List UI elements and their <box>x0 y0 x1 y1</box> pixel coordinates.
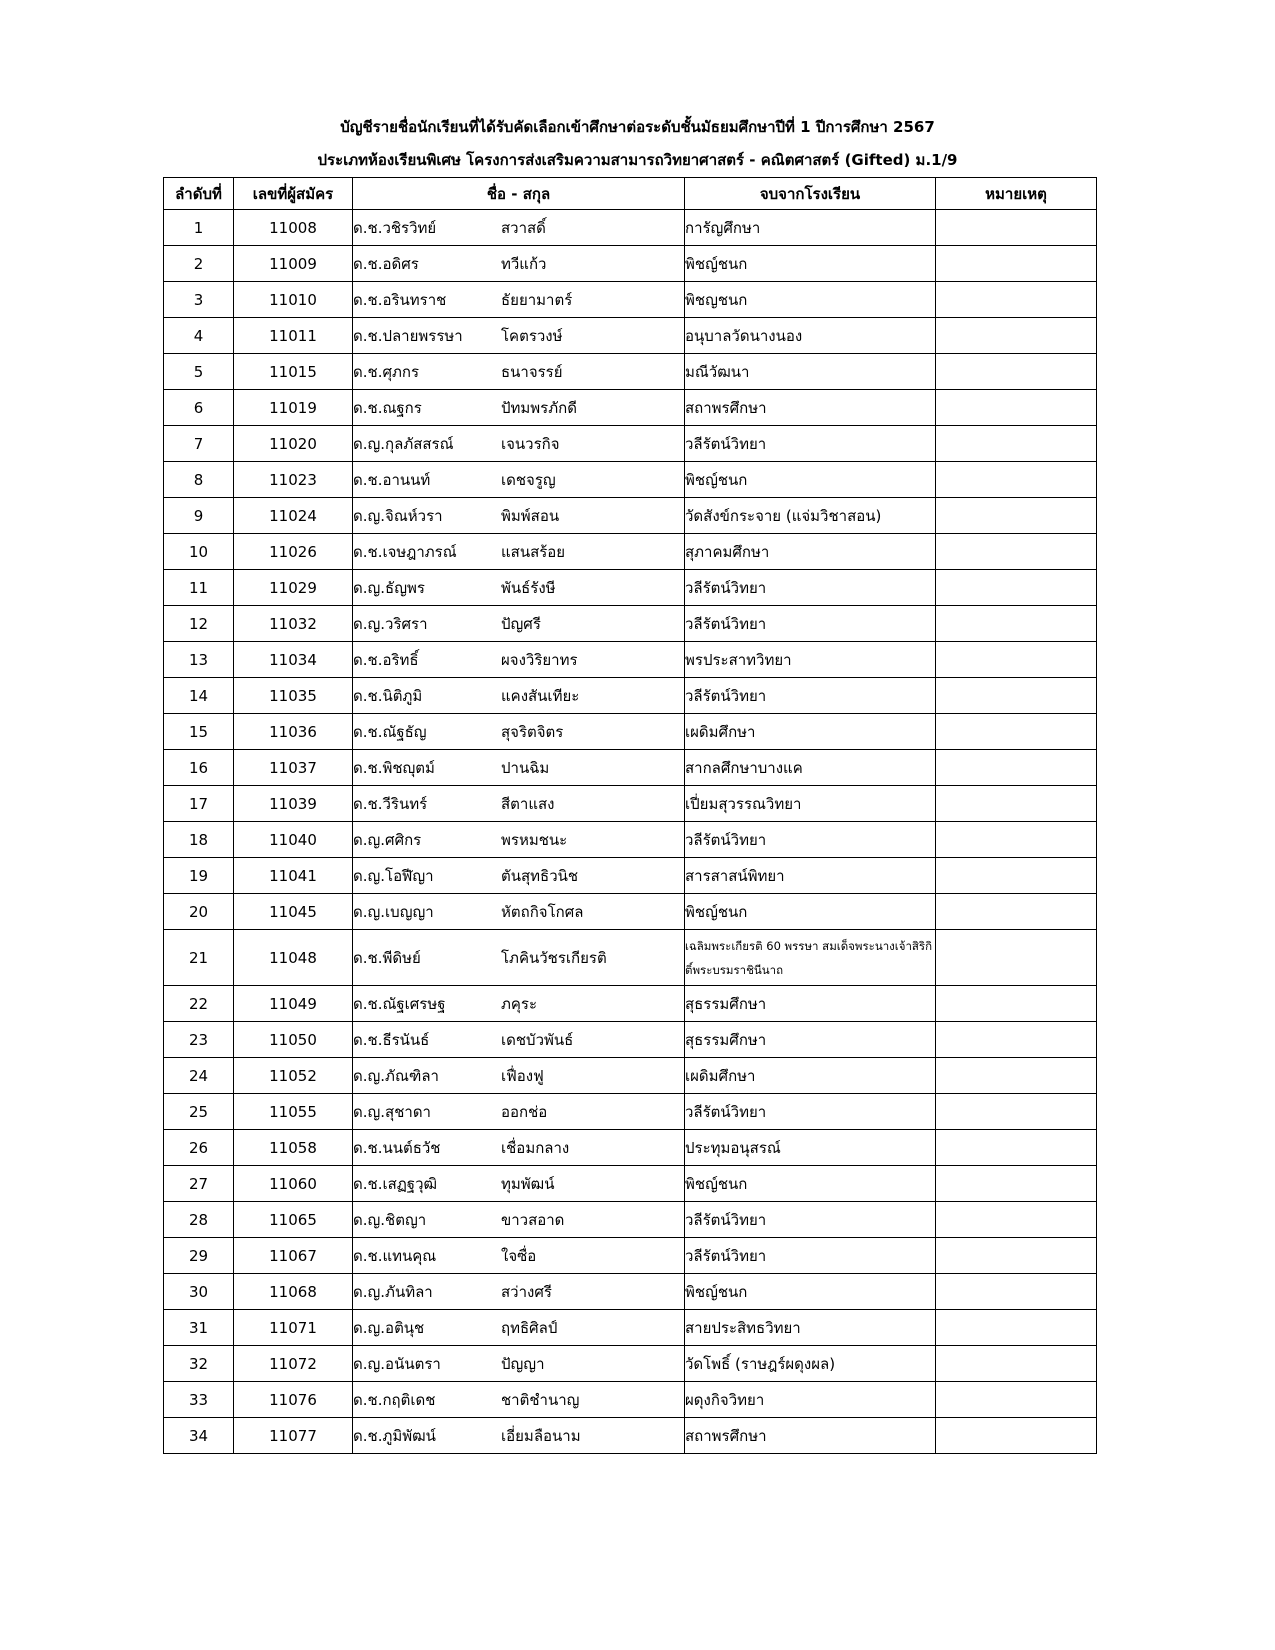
cell-order: 7 <box>164 426 234 462</box>
cell-applicant-no: 11011 <box>234 318 353 354</box>
last-name: ทุมพัฒน์ <box>501 1174 555 1193</box>
last-name: หัตถกิจโกศล <box>501 902 584 921</box>
last-name: ปัญญา <box>501 1354 545 1373</box>
first-name: ด.ช.นนต์ธวัช <box>353 1138 441 1157</box>
cell-name <box>353 246 685 282</box>
document-subtitle: ประเภทห้องเรียนพิเศษ โครงการส่งเสริมความสามารถวิทยาศาสตร์ - คณิตศาสตร์ (Gifted) ม.1/9 <box>317 151 958 169</box>
cell-applicant-no: 11019 <box>234 390 353 426</box>
table-body <box>164 210 1097 1454</box>
first-name: ด.ช.กฤติเดช <box>353 1390 436 1409</box>
cell-order: 3 <box>164 282 234 318</box>
last-name: สว่างศรี <box>501 1282 552 1301</box>
cell-order: 9 <box>164 498 234 534</box>
first-name: ด.ช.พิชญุตม์ <box>353 758 435 777</box>
cell-order: 19 <box>164 858 234 894</box>
cell-name <box>353 354 685 390</box>
school-name: เฉลิมพระเกียรติ 60 พรรษา สมเด็จพระนางเจ้าสิริกิติ์พระบรมราชินีนาถ <box>685 938 933 977</box>
last-name: แคงสันเทียะ <box>501 686 580 705</box>
cell-school: เผดิมศึกษา <box>685 714 936 750</box>
first-name: ด.ช.อดิศร <box>353 254 419 273</box>
cell-school: พรประสาทวิทยา <box>685 642 936 678</box>
table-row <box>164 282 1097 318</box>
cell-remark <box>936 714 1097 750</box>
cell-name <box>353 858 685 894</box>
first-name: ด.ช.พีดิษย์ <box>353 948 421 967</box>
last-name: ธัยยามาตร์ <box>501 290 573 309</box>
cell-applicant-no: 11037 <box>234 750 353 786</box>
cell-name <box>353 1238 685 1274</box>
last-name: ปัทมพรภักดี <box>501 398 577 417</box>
cell-applicant-no: 11008 <box>234 210 353 246</box>
cell-school: วลีรัตน์วิทยา <box>685 570 936 606</box>
table-row <box>164 210 1097 246</box>
cell-remark <box>936 462 1097 498</box>
first-name: ด.ช.ณัฐเศรษฐ <box>353 994 446 1013</box>
cell-order: 24 <box>164 1058 234 1094</box>
last-name: เฟื่องฟู <box>501 1066 544 1085</box>
cell-remark <box>936 678 1097 714</box>
table-row <box>164 498 1097 534</box>
table-row <box>164 930 1097 986</box>
first-name: ด.ช.แทนคุณ <box>353 1246 437 1265</box>
first-name: ด.ญ.ภัณฑิลา <box>353 1066 439 1085</box>
cell-remark <box>936 534 1097 570</box>
cell-remark <box>936 1202 1097 1238</box>
cell-order: 28 <box>164 1202 234 1238</box>
cell-applicant-no: 11076 <box>234 1382 353 1418</box>
last-name: ออกช่อ <box>501 1102 548 1121</box>
cell-applicant-no: 11035 <box>234 678 353 714</box>
cell-applicant-no: 11023 <box>234 462 353 498</box>
table-row <box>164 1382 1097 1418</box>
first-name: ด.ช.วีรินทร์ <box>353 794 428 813</box>
cell-name <box>353 1274 685 1310</box>
cell-applicant-no: 11034 <box>234 642 353 678</box>
cell-school: วัดโพธิ์ (ราษฎร์ผดุงผล) <box>685 1346 936 1382</box>
cell-school: สถาพรศึกษา <box>685 390 936 426</box>
table-row <box>164 750 1097 786</box>
cell-remark <box>936 390 1097 426</box>
first-name: ด.ช.อริทธิ์ <box>353 650 419 669</box>
cell-order: 8 <box>164 462 234 498</box>
cell-school: วลีรัตน์วิทยา <box>685 678 936 714</box>
cell-remark <box>936 786 1097 822</box>
table-row <box>164 858 1097 894</box>
last-name: โภคินวัชรเกียรติ <box>501 948 607 967</box>
header-order: ลำดับที่ <box>164 178 234 210</box>
cell-school: พิชญ์ชนก <box>685 1274 936 1310</box>
cell-school: การัญศึกษา <box>685 210 936 246</box>
cell-order: 14 <box>164 678 234 714</box>
cell-order: 11 <box>164 570 234 606</box>
cell-applicant-no: 11052 <box>234 1058 353 1094</box>
last-name: สวาสดิ์ <box>501 218 546 237</box>
last-name: ธนาจรรย์ <box>501 362 563 381</box>
first-name: ด.ญ.วริศรา <box>353 614 428 633</box>
cell-applicant-no: 11065 <box>234 1202 353 1238</box>
cell-name <box>353 1058 685 1094</box>
cell-school: วลีรัตน์วิทยา <box>685 822 936 858</box>
cell-order: 12 <box>164 606 234 642</box>
cell-order: 26 <box>164 1130 234 1166</box>
cell-school: เผดิมศึกษา <box>685 1058 936 1094</box>
cell-order: 4 <box>164 318 234 354</box>
cell-name <box>353 894 685 930</box>
last-name: ภคุระ <box>501 994 538 1013</box>
last-name: สีตาแสง <box>501 794 555 813</box>
cell-school: สารสาสน์พิทยา <box>685 858 936 894</box>
last-name: เชื่อมกลาง <box>501 1138 570 1157</box>
cell-order: 34 <box>164 1418 234 1454</box>
cell-applicant-no: 11060 <box>234 1166 353 1202</box>
cell-remark <box>936 1094 1097 1130</box>
cell-name <box>353 606 685 642</box>
first-name: ด.ช.วชิรวิทย์ <box>353 218 437 237</box>
first-name: ด.ช.ณัฐธัญ <box>353 722 427 741</box>
cell-school: สถาพรศึกษา <box>685 1418 936 1454</box>
last-name: ชาติชำนาญ <box>501 1390 580 1409</box>
cell-applicant-no: 11048 <box>234 930 353 986</box>
cell-name <box>353 390 685 426</box>
first-name: ด.ญ.ภันทิลา <box>353 1282 433 1301</box>
cell-name <box>353 318 685 354</box>
cell-name <box>353 986 685 1022</box>
cell-name <box>353 1202 685 1238</box>
cell-school: พิชญ์ชนก <box>685 1166 936 1202</box>
first-name: ด.ช.ปลายพรรษา <box>353 326 463 345</box>
last-name: ขาวสอาด <box>501 1210 565 1229</box>
first-name: ด.ช.อานนท์ <box>353 470 431 489</box>
table-row <box>164 462 1097 498</box>
cell-applicant-no: 11015 <box>234 354 353 390</box>
cell-remark <box>936 606 1097 642</box>
cell-applicant-no: 11032 <box>234 606 353 642</box>
cell-name <box>353 498 685 534</box>
cell-order: 16 <box>164 750 234 786</box>
cell-name <box>353 462 685 498</box>
cell-order: 5 <box>164 354 234 390</box>
cell-name <box>353 714 685 750</box>
last-name: เจนวรกิจ <box>501 434 560 453</box>
cell-remark <box>936 1274 1097 1310</box>
cell-school: วลีรัตน์วิทยา <box>685 1238 936 1274</box>
cell-order: 18 <box>164 822 234 858</box>
cell-order: 17 <box>164 786 234 822</box>
table-header-row <box>164 178 1097 210</box>
table-row <box>164 1346 1097 1382</box>
cell-remark <box>936 282 1097 318</box>
cell-school: อนุบาลวัดนางนอง <box>685 318 936 354</box>
table-row <box>164 354 1097 390</box>
first-name: ด.ช.ณฐกร <box>353 398 422 417</box>
table-row <box>164 606 1097 642</box>
cell-remark <box>936 1130 1097 1166</box>
table-row <box>164 1310 1097 1346</box>
cell-order: 32 <box>164 1346 234 1382</box>
cell-order: 13 <box>164 642 234 678</box>
cell-order: 21 <box>164 930 234 986</box>
cell-order: 20 <box>164 894 234 930</box>
cell-name <box>353 750 685 786</box>
table-row <box>164 1418 1097 1454</box>
cell-name <box>353 822 685 858</box>
cell-remark <box>936 858 1097 894</box>
table-row <box>164 894 1097 930</box>
cell-remark <box>936 1418 1097 1454</box>
first-name: ด.ญ.ธัญพร <box>353 578 425 597</box>
cell-remark <box>936 822 1097 858</box>
cell-school: สุธรรมศึกษา <box>685 986 936 1022</box>
cell-school: ประทุมอนุสรณ์ <box>685 1130 936 1166</box>
cell-school: พิชญ์ชนก <box>685 462 936 498</box>
last-name: สุจริตจิตร <box>501 722 564 741</box>
cell-name <box>353 426 685 462</box>
cell-remark <box>936 1346 1097 1382</box>
cell-name <box>353 534 685 570</box>
cell-remark <box>936 986 1097 1022</box>
cell-order: 31 <box>164 1310 234 1346</box>
cell-name <box>353 930 685 986</box>
last-name: ฤทธิศิลป์ <box>501 1318 558 1337</box>
first-name: ด.ญ.ศศิกร <box>353 830 422 849</box>
cell-name <box>353 1130 685 1166</box>
cell-name <box>353 678 685 714</box>
cell-name <box>353 786 685 822</box>
first-name: ด.ช.ธีรนันธ์ <box>353 1030 430 1049</box>
first-name: ด.ญ.อตินุช <box>353 1318 425 1337</box>
last-name: ปานฉิม <box>501 758 550 777</box>
table-row <box>164 1202 1097 1238</box>
cell-applicant-no: 11026 <box>234 534 353 570</box>
header-applicant-no: เลขที่ผู้สมัคร <box>234 178 353 210</box>
cell-order: 2 <box>164 246 234 282</box>
cell-name <box>353 1382 685 1418</box>
cell-remark <box>936 318 1097 354</box>
cell-remark <box>936 1238 1097 1274</box>
cell-applicant-no: 11029 <box>234 570 353 606</box>
cell-applicant-no: 11009 <box>234 246 353 282</box>
cell-school: สุธรรมศึกษา <box>685 1022 936 1058</box>
last-name: พันธ์รังษี <box>501 578 556 597</box>
cell-applicant-no: 11039 <box>234 786 353 822</box>
cell-applicant-no: 11045 <box>234 894 353 930</box>
cell-remark <box>936 930 1097 986</box>
cell-applicant-no: 11055 <box>234 1094 353 1130</box>
header-remark: หมายเหตุ <box>936 178 1097 210</box>
cell-applicant-no: 11058 <box>234 1130 353 1166</box>
table-row <box>164 534 1097 570</box>
cell-order: 29 <box>164 1238 234 1274</box>
cell-applicant-no: 11067 <box>234 1238 353 1274</box>
cell-applicant-no: 11072 <box>234 1346 353 1382</box>
last-name: เอี่ยมลือนาม <box>501 1426 581 1445</box>
cell-school: วลีรัตน์วิทยา <box>685 606 936 642</box>
first-name: ด.ช.อรินทราช <box>353 290 447 309</box>
table-row <box>164 246 1097 282</box>
last-name: พรหมชนะ <box>501 830 568 849</box>
last-name: เดชจรูญ <box>501 470 556 489</box>
cell-applicant-no: 11024 <box>234 498 353 534</box>
cell-remark <box>936 426 1097 462</box>
table-row <box>164 714 1097 750</box>
last-name: ปัญศรี <box>501 614 541 633</box>
table-row <box>164 1274 1097 1310</box>
cell-order: 30 <box>164 1274 234 1310</box>
last-name: ผจงวิริยาทร <box>501 650 578 669</box>
cell-applicant-no: 11010 <box>234 282 353 318</box>
last-name: ตันสุทธิวนิช <box>501 866 579 885</box>
cell-name <box>353 1418 685 1454</box>
document-title: บัญชีรายชื่อนักเรียนที่ได้รับคัดเลือกเข้าศึกษาต่อระดับชั้นมัธยมศึกษาปีที่ 1 ปีการศึกษา 2567 <box>340 118 935 136</box>
cell-order: 6 <box>164 390 234 426</box>
cell-order: 22 <box>164 986 234 1022</box>
table-row <box>164 1238 1097 1274</box>
cell-school: พิชญ์ชนก <box>685 246 936 282</box>
cell-applicant-no: 11050 <box>234 1022 353 1058</box>
cell-school: วลีรัตน์วิทยา <box>685 1202 936 1238</box>
table-row <box>164 318 1097 354</box>
table-row <box>164 1130 1097 1166</box>
last-name: เดชบัวพันธ์ <box>501 1030 574 1049</box>
cell-remark <box>936 246 1097 282</box>
cell-name <box>353 1346 685 1382</box>
cell-remark <box>936 210 1097 246</box>
cell-school: วัดสังข์กระจาย (แจ่มวิชาสอน) <box>685 498 936 534</box>
table-row <box>164 390 1097 426</box>
student-roster-table <box>163 177 1097 1454</box>
cell-remark <box>936 750 1097 786</box>
last-name: โคตรวงษ์ <box>501 326 563 345</box>
cell-school: พิชญ์ชนก <box>685 894 936 930</box>
cell-order: 10 <box>164 534 234 570</box>
cell-name <box>353 1310 685 1346</box>
table-row <box>164 1166 1097 1202</box>
last-name: ทวีแก้ว <box>501 254 547 273</box>
cell-applicant-no: 11040 <box>234 822 353 858</box>
cell-school: สายประสิทธวิทยา <box>685 1310 936 1346</box>
cell-name <box>353 1166 685 1202</box>
cell-remark <box>936 498 1097 534</box>
last-name: ใจซื่อ <box>501 1246 537 1265</box>
table-row <box>164 1022 1097 1058</box>
cell-school: เปี่ยมสุวรรณวิทยา <box>685 786 936 822</box>
cell-remark <box>936 642 1097 678</box>
first-name: ด.ญ.กุลภัสสรณ์ <box>353 434 454 453</box>
first-name: ด.ช.ศุภกร <box>353 362 420 381</box>
cell-school: สุภาคมศึกษา <box>685 534 936 570</box>
cell-name <box>353 642 685 678</box>
cell-remark <box>936 1058 1097 1094</box>
cell-applicant-no: 11071 <box>234 1310 353 1346</box>
first-name: ด.ญ.อนันตรา <box>353 1354 441 1373</box>
first-name: ด.ญ.สุชาดา <box>353 1102 431 1121</box>
first-name: ด.ช.เสฏฐวุฒิ <box>353 1174 438 1193</box>
table-row <box>164 786 1097 822</box>
cell-remark <box>936 570 1097 606</box>
cell-name <box>353 1094 685 1130</box>
cell-name <box>353 282 685 318</box>
cell-remark <box>936 1310 1097 1346</box>
table-row <box>164 986 1097 1022</box>
cell-school: พิชญชนก <box>685 282 936 318</box>
cell-order: 27 <box>164 1166 234 1202</box>
table-row <box>164 678 1097 714</box>
table-row <box>164 1058 1097 1094</box>
first-name: ด.ญ.จิณห์วรา <box>353 506 443 525</box>
table-row <box>164 822 1097 858</box>
table-row <box>164 570 1097 606</box>
cell-name <box>353 570 685 606</box>
cell-order: 23 <box>164 1022 234 1058</box>
table-row <box>164 426 1097 462</box>
cell-remark <box>936 894 1097 930</box>
cell-school: ผดุงกิจวิทยา <box>685 1382 936 1418</box>
cell-applicant-no: 11068 <box>234 1274 353 1310</box>
cell-remark <box>936 1022 1097 1058</box>
cell-school: วลีรัตน์วิทยา <box>685 426 936 462</box>
cell-order: 25 <box>164 1094 234 1130</box>
cell-applicant-no: 11020 <box>234 426 353 462</box>
first-name: ด.ช.เจษฎาภรณ์ <box>353 542 457 561</box>
cell-school <box>685 930 936 986</box>
cell-name <box>353 1022 685 1058</box>
cell-remark <box>936 354 1097 390</box>
header-school: จบจากโรงเรียน <box>685 178 936 210</box>
cell-applicant-no: 11041 <box>234 858 353 894</box>
cell-school: วลีรัตน์วิทยา <box>685 1094 936 1130</box>
cell-remark <box>936 1166 1097 1202</box>
first-name: ด.ญ.เบญญา <box>353 902 434 921</box>
cell-remark <box>936 1382 1097 1418</box>
cell-order: 33 <box>164 1382 234 1418</box>
cell-order: 15 <box>164 714 234 750</box>
cell-applicant-no: 11049 <box>234 986 353 1022</box>
first-name: ด.ญ.ชิตญา <box>353 1210 427 1229</box>
last-name: แสนสร้อย <box>501 542 566 561</box>
cell-order: 1 <box>164 210 234 246</box>
first-name: ด.ช.นิติภูมิ <box>353 686 423 705</box>
first-name: ด.ช.ภูมิพัฒน์ <box>353 1426 436 1445</box>
cell-school: สากลศึกษาบางแค <box>685 750 936 786</box>
table-row <box>164 1094 1097 1130</box>
last-name: พิมพ์สอน <box>501 506 560 525</box>
cell-name <box>353 210 685 246</box>
cell-school: มณีวัฒนา <box>685 354 936 390</box>
table-row <box>164 642 1097 678</box>
first-name: ด.ญ.โอฬีญา <box>353 866 434 885</box>
cell-applicant-no: 11036 <box>234 714 353 750</box>
header-name: ชื่อ - สกุล <box>353 178 685 210</box>
cell-applicant-no: 11077 <box>234 1418 353 1454</box>
